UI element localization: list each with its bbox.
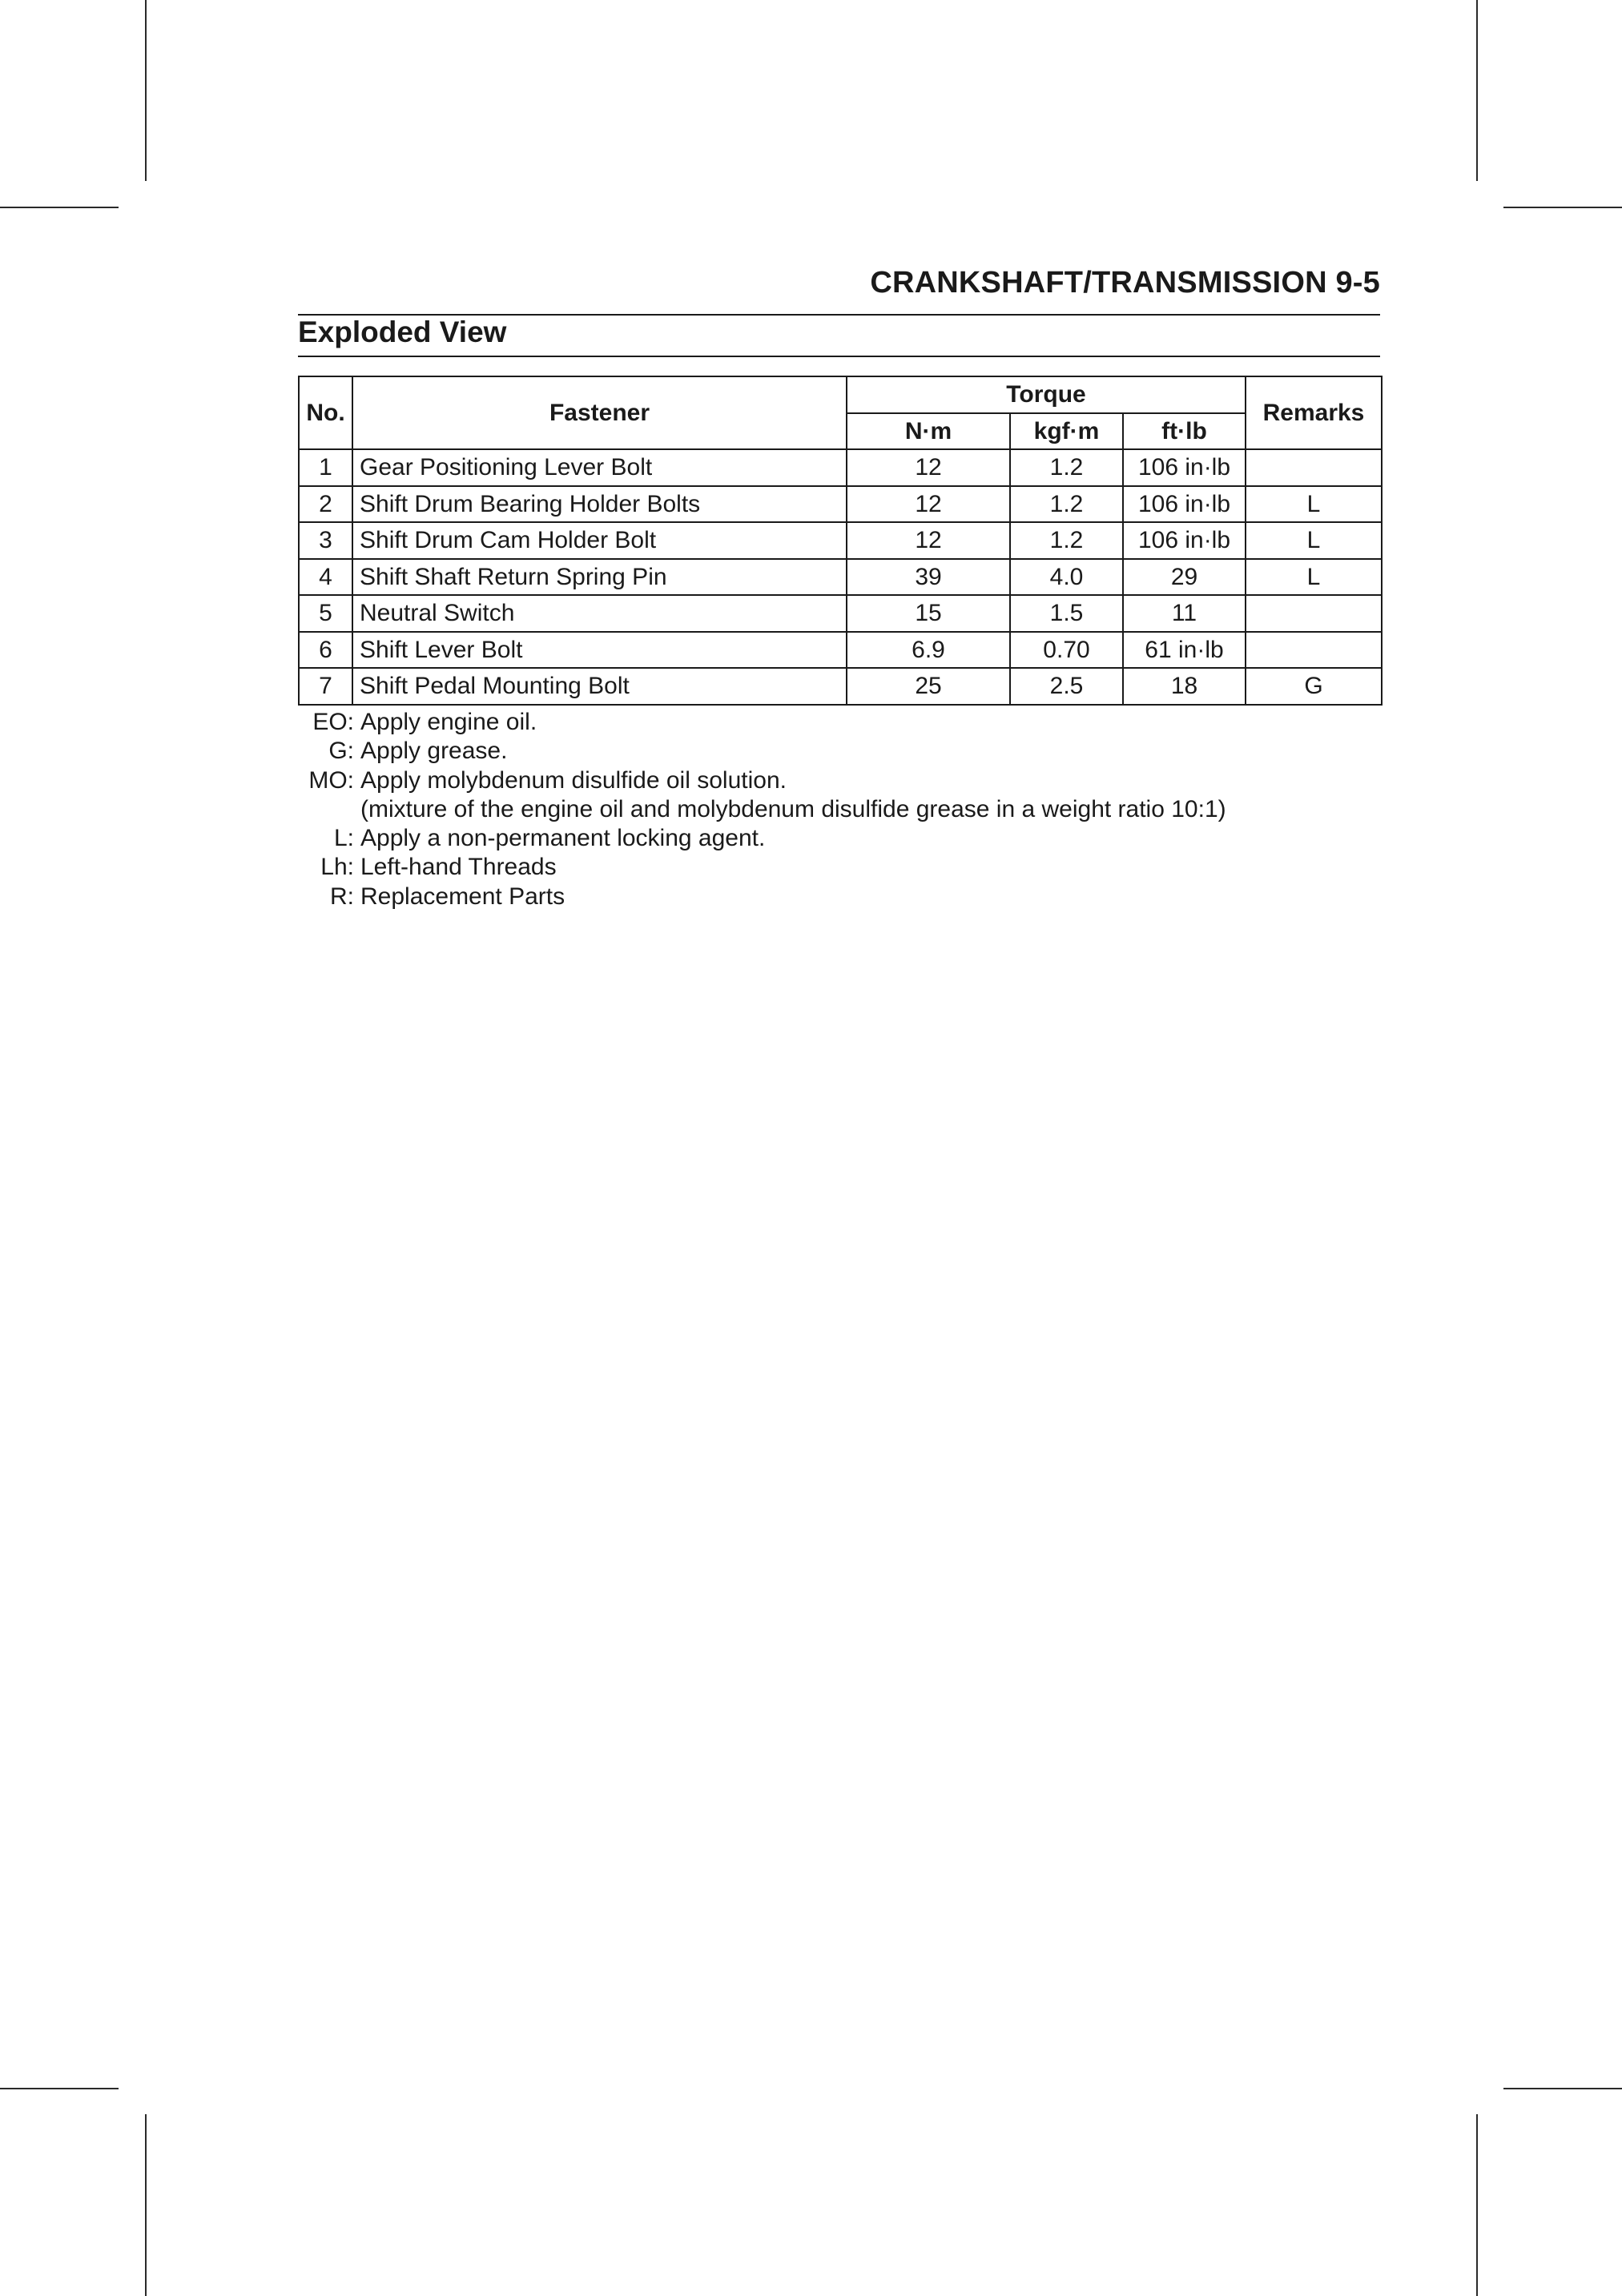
note-text: Apply grease.: [360, 738, 508, 765]
table-row: [299, 449, 1382, 486]
cell-nm: 12: [847, 449, 1010, 486]
cell-fastener: Shift Lever Bolt: [352, 632, 847, 669]
cell-remarks: [1246, 595, 1382, 632]
crop-mark-bottom-left-horizontal: [0, 2088, 119, 2089]
cell-ftlb: 11: [1123, 595, 1246, 632]
cell-no: 6: [299, 632, 352, 669]
cell-nm: 12: [847, 522, 1010, 559]
header-fastener: Fastener: [352, 376, 847, 449]
cell-kgfm: 1.2: [1010, 522, 1123, 559]
cell-nm: 25: [847, 668, 1010, 705]
note-code: G:: [328, 738, 354, 765]
cell-ftlb: 106 in·lb: [1123, 486, 1246, 523]
crop-mark-top-right-vertical: [1476, 0, 1478, 181]
table-row: [299, 632, 1382, 669]
table-header-row: [299, 376, 1382, 413]
cell-fastener: Shift Drum Cam Holder Bolt: [352, 522, 847, 559]
cell-remarks: L: [1246, 559, 1382, 596]
note-text: Apply engine oil.: [360, 709, 537, 735]
table-row: [299, 668, 1382, 705]
cell-no: 7: [299, 668, 352, 705]
legend-notes: [298, 708, 1226, 911]
cell-ftlb: 18: [1123, 668, 1246, 705]
note-text: Left-hand Threads: [360, 854, 557, 881]
note-item-continuation: [298, 795, 1226, 824]
note-code: R:: [330, 883, 354, 910]
header-no: No.: [299, 376, 352, 449]
section-title: Exploded View: [298, 316, 507, 348]
header-remarks: Remarks: [1246, 376, 1382, 449]
crop-mark-top-right-horizontal: [1503, 207, 1622, 208]
header-nm: N·m: [847, 413, 1010, 450]
cell-nm: 6.9: [847, 632, 1010, 669]
table-row: [299, 522, 1382, 559]
cell-remarks: L: [1246, 522, 1382, 559]
cell-remarks: G: [1246, 668, 1382, 705]
crop-mark-top-left-vertical: [145, 0, 147, 181]
note-item: [298, 853, 1226, 882]
note-item: [298, 883, 1226, 911]
note-item: [298, 737, 1226, 766]
note-code: MO:: [308, 766, 354, 794]
cell-kgfm: 4.0: [1010, 559, 1123, 596]
cell-no: 3: [299, 522, 352, 559]
cell-kgfm: 1.5: [1010, 595, 1123, 632]
header-ftlb: ft·lb: [1123, 413, 1246, 450]
crop-mark-bottom-right-horizontal: [1503, 2088, 1622, 2089]
note-code: L:: [333, 825, 354, 852]
note-code: [298, 795, 354, 824]
crop-mark-bottom-right-vertical: [1476, 2114, 1478, 2296]
cell-fastener: Gear Positioning Lever Bolt: [352, 449, 847, 486]
crop-mark-bottom-left-vertical: [145, 2114, 147, 2296]
cell-nm: 39: [847, 559, 1010, 596]
header-torque: Torque: [847, 376, 1246, 413]
note-item: [298, 824, 1226, 853]
cell-fastener: Shift Shaft Return Spring Pin: [352, 559, 847, 596]
section-divider: [298, 356, 1380, 357]
cell-ftlb: 106 in·lb: [1123, 449, 1246, 486]
cell-fastener: Neutral Switch: [352, 595, 847, 632]
cell-remarks: [1246, 449, 1382, 486]
note-item: [298, 708, 1226, 737]
cell-no: 5: [299, 595, 352, 632]
cell-remarks: L: [1246, 486, 1382, 523]
page-title: CRANKSHAFT/TRANSMISSION 9-5: [870, 266, 1380, 300]
cell-nm: 12: [847, 486, 1010, 523]
torque-table: [298, 376, 1383, 706]
cell-no: 4: [299, 559, 352, 596]
table-row: [299, 559, 1382, 596]
note-code: EO:: [312, 709, 354, 735]
note-text: (mixture of the engine oil and molybdenum disulfide grease in a weight ratio 10:1): [360, 795, 1226, 822]
cell-kgfm: 2.5: [1010, 668, 1123, 705]
note-item: [298, 766, 1226, 795]
cell-nm: 15: [847, 595, 1010, 632]
note-text: Apply molybdenum disulfide oil solution.: [360, 766, 787, 794]
cell-ftlb: 29: [1123, 559, 1246, 596]
cell-remarks: [1246, 632, 1382, 669]
crop-mark-top-left-horizontal: [0, 207, 119, 208]
cell-kgfm: 1.2: [1010, 486, 1123, 523]
header-kgfm: kgf·m: [1010, 413, 1123, 450]
table-row: [299, 486, 1382, 523]
note-code: Lh:: [320, 854, 354, 881]
note-text: Apply a non-permanent locking agent.: [360, 825, 766, 852]
cell-ftlb: 61 in·lb: [1123, 632, 1246, 669]
cell-kgfm: 1.2: [1010, 449, 1123, 486]
cell-no: 2: [299, 486, 352, 523]
cell-ftlb: 106 in·lb: [1123, 522, 1246, 559]
cell-fastener: Shift Pedal Mounting Bolt: [352, 668, 847, 705]
note-text: Replacement Parts: [360, 883, 565, 910]
cell-kgfm: 0.70: [1010, 632, 1123, 669]
table-row: [299, 595, 1382, 632]
page-header: [298, 264, 1380, 316]
cell-fastener: Shift Drum Bearing Holder Bolts: [352, 486, 847, 523]
cell-no: 1: [299, 449, 352, 486]
